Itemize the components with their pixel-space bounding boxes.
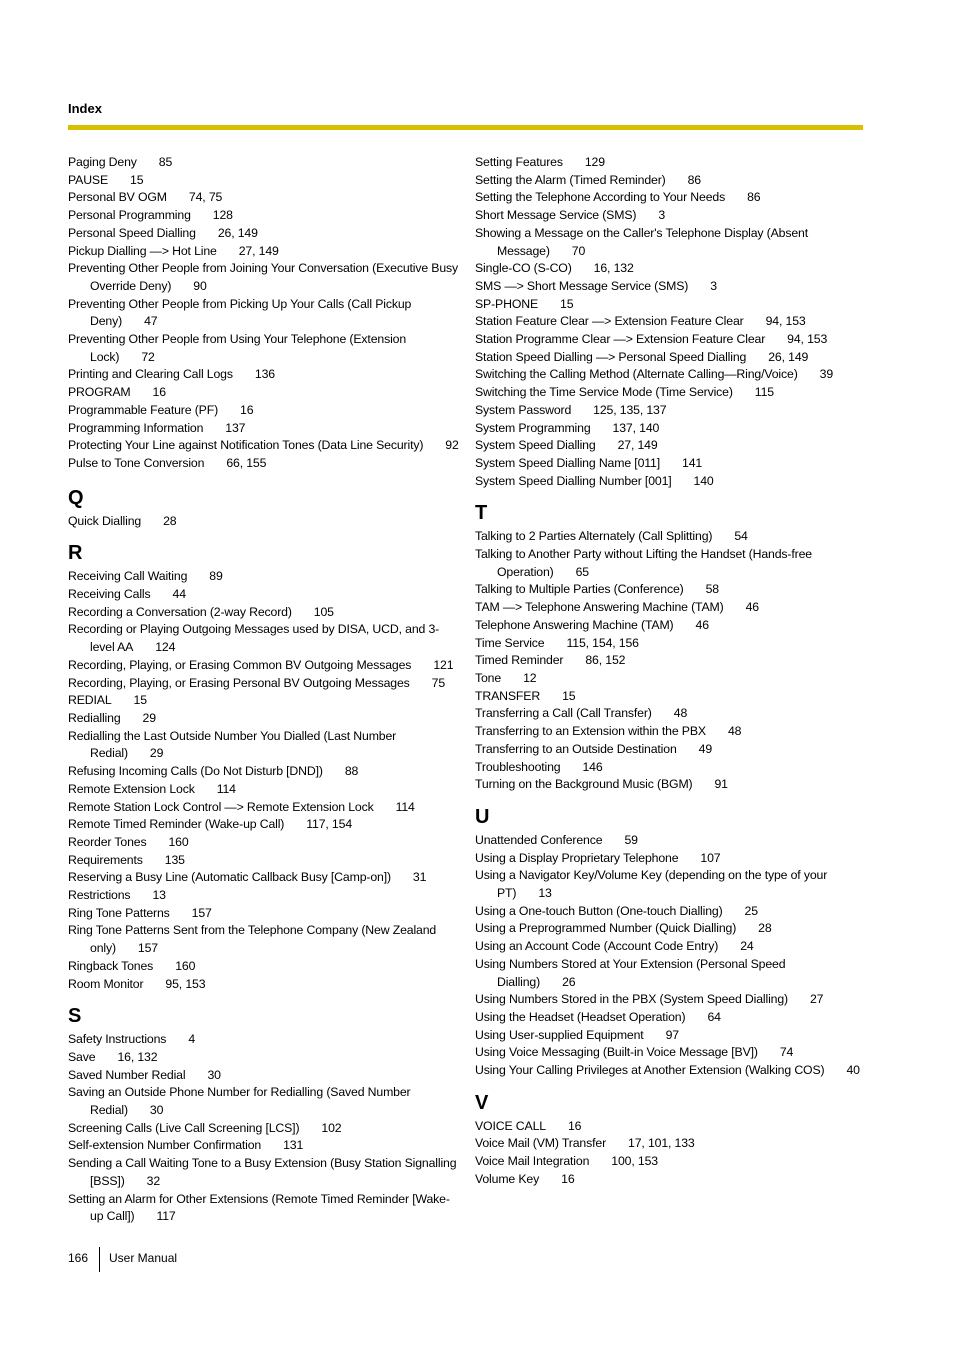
index-entry-pages: 16 [561, 1171, 575, 1186]
index-entry [475, 1135, 867, 1153]
index-entry-term: Receiving Calls [68, 587, 151, 602]
index-entry-pages: 26, 149 [768, 349, 809, 364]
index-entry-pages: 39 [819, 367, 834, 382]
index-entry-pages: 29 [149, 746, 164, 761]
index-entry-pages: 157 [191, 905, 212, 920]
index-entry [68, 207, 460, 225]
footer-divider [99, 1247, 100, 1272]
index-entry-term: Ringback Tones [68, 958, 154, 973]
index-entry-term: Switching the Time Service Mode (Time Service) [475, 385, 733, 400]
index-entry-pages: 146 [582, 759, 603, 774]
index-entry [475, 331, 867, 349]
index-entry-pages: 89 [209, 569, 223, 584]
index-entry [475, 956, 867, 991]
index-entry-term: Setting an Alarm for Other Extensions (Remote Timed Reminder [Wake-up Call]) [68, 1191, 450, 1224]
index-entry-pages: 121 [433, 657, 454, 672]
index-entry-pages: 92 [445, 438, 459, 453]
index-entry-term: Switching the Calling Method (Alternate Calling—Ring/Voice) [475, 367, 798, 382]
index-entry-pages: 40 [846, 1063, 860, 1078]
index-entry-term: Recording or Playing Outgoing Messages used by DISA, UCD, and 3-level AA [68, 622, 440, 655]
index-entry [68, 437, 460, 455]
index-entry-pages: 27, 149 [238, 243, 279, 258]
index-entry-term: Pulse to Tone Conversion [68, 455, 205, 470]
index-entry-term: Preventing Other People from Using Your Telephone (Extension Lock) [68, 332, 407, 364]
index-entry-term: Talking to Multiple Parties (Conference) [475, 582, 684, 597]
index-entry-pages: 59 [624, 832, 638, 847]
index-entry-term: Preventing Other People from Joining Your Conversation (Executive Busy Override Deny) [68, 261, 459, 293]
index-entry-pages: 16 [567, 1118, 582, 1133]
index-entry-term: Using a Navigator Key/Volume Key (depending on the type of your PT) [475, 868, 828, 901]
index-entry-pages: 3 [658, 208, 666, 223]
index-entry-term: System Speed Dialling Name [011] [475, 455, 660, 470]
index-entry-term: Time Service [475, 635, 545, 650]
index-entry-term: Recording, Playing, or Erasing Personal BV Outgoing Messages [68, 675, 410, 690]
index-entry [68, 586, 460, 604]
index-entry-pages: 13 [538, 886, 552, 901]
index-entry-pages: 15 [562, 688, 576, 703]
index-entry-term: TAM —> Telephone Answering Machine (TAM) [475, 600, 724, 615]
index-entry [68, 189, 460, 207]
index-entry [68, 887, 460, 905]
index-entry-pages: 94, 153 [765, 314, 806, 329]
index-entry [68, 852, 460, 870]
index-entry [475, 938, 867, 956]
index-entry-pages: 86 [687, 172, 701, 187]
index-entry-term: Timed Reminder [475, 653, 564, 668]
index-entry [475, 437, 867, 455]
index-entry [68, 296, 460, 331]
index-entry-term: Station Programme Clear —> Extension Feature Clear [475, 332, 766, 347]
index-entry-term: Saving an Outside Phone Number for Redialling (Saved Number Redial) [68, 1085, 411, 1118]
index-entry-pages: 27 [809, 992, 824, 1007]
index-column-left [68, 154, 460, 1226]
index-entry-term: Talking to 2 Parties Alternately (Call Splitting) [475, 529, 713, 544]
index-letter-heading-q: Q [68, 486, 84, 509]
index-entry [68, 1084, 460, 1119]
index-entry-pages: 105 [313, 604, 334, 619]
index-entry-term: Unattended Conference [475, 832, 603, 847]
index-entry [475, 225, 867, 260]
index-entry-pages: 137 [225, 420, 246, 435]
index-entry [68, 568, 460, 586]
index-entry [68, 816, 460, 834]
index-entry-term: System Programming [475, 420, 591, 435]
index-entry [68, 402, 460, 420]
index-entry-term: Setting the Telephone According to Your Needs [475, 190, 726, 205]
index-entry-term: Protecting Your Line against Notification Tones (Data Line Security) [68, 438, 424, 453]
index-entry-pages: 4 [188, 1032, 196, 1047]
index-entry-term: Using Numbers Stored in the PBX (System Speed Dialling) [475, 992, 788, 1007]
index-entry [475, 705, 867, 723]
index-entry-pages: 95, 153 [165, 976, 206, 991]
index-entry-term: SMS —> Short Message Service (SMS) [475, 278, 689, 293]
index-entry-pages: 16, 132 [593, 261, 634, 276]
index-entry-term: Printing and Clearing Call Logs [68, 367, 233, 382]
index-entry [68, 1067, 460, 1085]
index-entry-term: Reserving a Busy Line (Automatic Callback Busy [Camp-on]) [68, 870, 391, 885]
index-entry-term: VOICE CALL [475, 1118, 546, 1133]
index-entry-term: Station Speed Dialling —> Personal Speed Dialling [475, 349, 747, 364]
index-entry-term: Talking to Another Party without Lifting the Handset (Hands-free Operation) [475, 547, 812, 579]
index-entry-term: Volume Key [475, 1171, 540, 1186]
index-entry [475, 296, 867, 314]
index-entry [475, 1062, 867, 1080]
index-entry [475, 384, 867, 402]
index-entry [475, 776, 867, 794]
index-entry [68, 1120, 460, 1138]
index-entry [68, 260, 460, 295]
index-entry [475, 278, 867, 296]
index-entry-pages: 97 [665, 1027, 679, 1042]
footer-title: User Manual [109, 1251, 178, 1265]
index-entry-pages: 12 [523, 670, 537, 685]
index-entry-term: Station Feature Clear —> Extension Feature Clear [475, 314, 744, 329]
index-entry-pages: 157 [137, 941, 158, 956]
index-entry [68, 1137, 460, 1155]
footer-page-number: 166 [68, 1251, 89, 1265]
index-entry-pages: 88 [344, 764, 359, 779]
index-entry [475, 652, 867, 670]
index-entry-pages: 48 [673, 706, 688, 721]
index-entry-term: Using an Account Code (Account Code Entry) [475, 939, 719, 954]
index-entry-pages: 3 [710, 278, 717, 293]
index-entry-pages: 74 [779, 1045, 794, 1060]
index-entry-pages: 46 [695, 617, 709, 632]
index-entry-pages: 30 [207, 1067, 221, 1082]
index-entry-pages: 16, 132 [117, 1049, 158, 1064]
index-entry [68, 710, 460, 728]
index-entry-term: Personal Programming [68, 208, 191, 223]
index-entry-pages: 49 [698, 741, 713, 756]
index-entry-pages: 141 [682, 455, 703, 470]
index-entry-term: Save [68, 1049, 96, 1064]
index-entry-term: Recording, Playing, or Erasing Common BV Outgoing Messages [68, 657, 412, 672]
index-entry-pages: 102 [321, 1120, 342, 1135]
index-entry [68, 513, 460, 531]
index-entry [475, 207, 867, 225]
index-entry [68, 799, 460, 817]
index-entry-pages: 15 [133, 693, 147, 708]
index-entry [475, 546, 867, 581]
index-entry-pages: 136 [254, 367, 275, 382]
index-entry-term: TRANSFER [475, 688, 541, 703]
index-entry-pages: 135 [164, 852, 185, 867]
header-rule [68, 125, 863, 130]
index-entry [68, 976, 460, 994]
index-entry-term: Setting Features [475, 155, 563, 169]
index-entry [475, 991, 867, 1009]
index-entry-term: System Password [475, 402, 572, 417]
index-entry-term: REDIAL [68, 693, 112, 708]
index-entry-pages: 30 [149, 1103, 164, 1118]
index-entry-pages: 31 [412, 870, 427, 885]
index-entry-term: Remote Station Lock Control —> Remote Extension Lock [68, 799, 374, 814]
index-entry [475, 154, 867, 172]
index-entry-pages: 100, 153 [611, 1154, 658, 1169]
index-entry-term: Saved Number Redial [68, 1067, 186, 1082]
index-entry-pages: 129 [584, 155, 605, 169]
index-entry-pages: 137, 140 [612, 420, 660, 435]
index-entry-pages: 16 [152, 385, 166, 400]
index-entry-pages: 13 [152, 888, 166, 903]
index-entry [68, 1049, 460, 1067]
index-entry-term: Single-CO (S-CO) [475, 261, 572, 276]
index-entry-term: Self-extension Number Confirmation [68, 1138, 262, 1153]
index-entry-pages: 15 [130, 172, 144, 187]
index-entry-pages: 66, 155 [226, 455, 267, 470]
index-entry-pages: 29 [142, 710, 156, 725]
index-entry-term: Programmable Feature (PF) [68, 402, 219, 417]
index-entry-pages: 160 [175, 958, 196, 973]
index-entry-term: Setting the Alarm (Timed Reminder) [475, 172, 666, 187]
index-entry-term: Voice Mail (VM) Transfer [475, 1136, 607, 1151]
index-entry-term: Room Monitor [68, 976, 144, 991]
index-entry-pages: 114 [395, 799, 415, 814]
index-entry [68, 331, 460, 366]
index-entry [68, 604, 460, 622]
index-entry-term: Personal Speed Dialling [68, 225, 196, 240]
index-letter-heading-s: S [68, 1005, 82, 1028]
index-entry-pages: 64 [707, 1009, 721, 1024]
index-entry-term: Using a One-touch Button (One-touch Dialling) [475, 903, 723, 918]
index-entry-term: Paging Deny [68, 155, 137, 169]
index-entry [475, 1009, 867, 1027]
index-entry-pages: 125, 135, 137 [593, 402, 667, 417]
index-entry [68, 225, 460, 243]
index-entry [475, 1027, 867, 1045]
index-entry-pages: 117, 154 [306, 817, 353, 832]
page-header-title: Index [68, 101, 102, 116]
index-entry-term: Troubleshooting [475, 759, 561, 774]
index-entry-term: Personal BV OGM [68, 190, 167, 205]
index-entry [68, 834, 460, 852]
index-entry [475, 172, 867, 190]
index-entry [68, 243, 460, 261]
index-entry [475, 1153, 867, 1171]
index-entry [475, 455, 867, 473]
index-entry-pages: 44 [172, 587, 186, 602]
index-entry [68, 728, 460, 763]
index-entry-pages: 27, 149 [617, 438, 658, 453]
index-entry [475, 402, 867, 420]
index-entry-term: Using a Preprogrammed Number (Quick Dialling) [475, 921, 737, 936]
index-entry [475, 528, 867, 546]
index-letter-heading-v: V [475, 1091, 489, 1114]
index-entry-term: Transferring a Call (Call Transfer) [475, 706, 652, 721]
index-entry-pages: 26 [562, 974, 576, 989]
index-entry [475, 670, 867, 688]
index-entry [68, 455, 460, 473]
index-entry-pages: 86 [747, 190, 761, 205]
index-entry-term: Using the Headset (Headset Operation) [475, 1009, 686, 1024]
index-entry-pages: 117 [156, 1209, 176, 1224]
index-entry-pages: 90 [193, 278, 207, 293]
index-entry [475, 473, 867, 491]
index-entry [475, 832, 867, 850]
index-entry-term: Requirements [68, 852, 143, 867]
index-entry [475, 313, 867, 331]
index-entry [475, 688, 867, 706]
index-entry-pages: 131 [283, 1138, 304, 1153]
index-entry [68, 172, 460, 190]
index-entry-term: Ring Tone Patterns [68, 905, 170, 920]
index-entry [475, 1118, 867, 1136]
index-entry-term: Voice Mail Integration [475, 1154, 590, 1169]
index-entry-term: Remote Timed Reminder (Wake-up Call) [68, 817, 285, 832]
index-entry-term: Using User-supplied Equipment [475, 1027, 644, 1042]
index-entry-pages: 75 [431, 675, 446, 690]
index-entry-term: Redialling the Last Outside Number You Dialled (Last Number Redial) [68, 728, 397, 761]
index-column-right [475, 154, 867, 1189]
index-entry [68, 657, 460, 675]
index-entry [475, 599, 867, 617]
index-entry [68, 763, 460, 781]
index-entry-term: Safety Instructions [68, 1032, 167, 1047]
index-entry [475, 260, 867, 278]
index-entry-pages: 17, 101, 133 [628, 1136, 695, 1151]
index-entry-term: System Speed Dialling [475, 438, 596, 453]
index-entry [68, 621, 460, 656]
index-entry-term: Using Your Calling Privileges at Another Extension (Walking COS) [475, 1063, 825, 1078]
index-entry-pages: 107 [700, 850, 721, 865]
index-entry-term: Receiving Call Waiting [68, 569, 188, 584]
index-entry-term: Preventing Other People from Picking Up Your Calls (Call Pickup Deny) [68, 296, 412, 329]
index-entry-pages: 28 [163, 513, 177, 528]
index-entry-term: Quick Dialling [68, 513, 142, 528]
index-entry-pages: 47 [144, 314, 158, 329]
index-entry-term: Transferring to an Extension within the PBX [475, 724, 706, 739]
index-entry-term: Turning on the Background Music (BGM) [475, 777, 693, 792]
index-entry-term: Refusing Incoming Calls (Do Not Disturb [DND]) [68, 764, 323, 779]
index-letter-heading-u: U [475, 805, 490, 828]
index-entry [68, 922, 460, 957]
index-entry [475, 1044, 867, 1062]
index-entry-term: Redialling [68, 710, 121, 725]
index-entry-term: Programming Information [68, 420, 204, 435]
index-entry-pages: 86, 152 [585, 653, 626, 668]
index-entry [68, 366, 460, 384]
index-entry-term: PAUSE [68, 172, 109, 187]
index-entry-term: Using Numbers Stored at Your Extension (Personal Speed Dialling) [475, 956, 786, 989]
index-entry-pages: 115, 154, 156 [566, 635, 639, 650]
index-entry-term: Ring Tone Patterns Sent from the Telephone Company (New Zealand only) [68, 923, 437, 956]
index-entry [68, 1031, 460, 1049]
index-entry-term: Restrictions [68, 888, 131, 903]
index-letter-heading-t: T [475, 502, 488, 525]
index-entry-pages: 46 [745, 600, 759, 615]
index-entry-term: Pickup Dialling —> Hot Line [68, 243, 217, 258]
index-entry-term: Short Message Service (SMS) [475, 208, 637, 223]
index-entry-term: System Speed Dialling Number [001] [475, 473, 672, 488]
index-entry-pages: 26, 149 [217, 225, 258, 240]
index-entry-term: Recording a Conversation (2-way Record) [68, 604, 292, 619]
index-entry [68, 958, 460, 976]
index-entry-pages: 25 [744, 903, 758, 918]
index-entry [475, 723, 867, 741]
index-entry [475, 759, 867, 777]
index-entry-term: Using Voice Messaging (Built-in Voice Message [BV]) [475, 1045, 758, 1060]
index-entry [475, 349, 867, 367]
index-entry [475, 741, 867, 759]
index-letter-heading-r: R [68, 542, 83, 565]
index-entry-pages: 58 [705, 582, 719, 597]
index-entry [475, 1171, 867, 1189]
index-entry-term: Screening Calls (Live Call Screening [LCS]) [68, 1120, 300, 1135]
index-entry-pages: 15 [560, 296, 574, 311]
index-entry [475, 920, 867, 938]
index-entry-term: Transferring to an Outside Destination [475, 741, 677, 756]
index-entry-term: Telephone Answering Machine (TAM) [475, 617, 674, 632]
index-entry-pages: 72 [141, 349, 155, 364]
index-entry-pages: 115 [754, 385, 774, 400]
index-entry-pages: 48 [727, 724, 742, 739]
index-entry-pages: 65 [575, 564, 589, 579]
index-entry-pages: 32 [146, 1173, 161, 1188]
index-entry [475, 617, 867, 635]
index-entry [475, 420, 867, 438]
index-entry [475, 366, 867, 384]
index-entry [68, 905, 460, 923]
index-entry-pages: 16 [240, 402, 254, 417]
index-entry [68, 384, 460, 402]
index-entry [475, 903, 867, 921]
index-entry-term: Showing a Message on the Caller's Telephone Display (Absent Message) [475, 225, 809, 258]
index-entry-pages: 124 [155, 640, 176, 655]
index-entry-term: Tone [475, 670, 502, 685]
index-entry [68, 692, 460, 710]
index-entry [475, 867, 867, 902]
index-entry [475, 850, 867, 868]
index-entry-pages: 54 [734, 529, 748, 544]
index-entry-pages: 160 [168, 834, 189, 849]
index-entry-pages: 28 [758, 921, 772, 936]
index-entry-pages: 94, 153 [787, 332, 828, 347]
index-entry-term: SP-PHONE [475, 296, 539, 311]
index-entry [475, 635, 867, 653]
index-entry-pages: 114 [216, 781, 236, 796]
index-entry-pages: 70 [571, 243, 586, 258]
index-entry-pages: 74, 75 [188, 190, 223, 205]
index-entry-pages: 85 [158, 155, 173, 169]
index-entry-term: Reorder Tones [68, 834, 147, 849]
index-entry-pages: 91 [714, 777, 728, 792]
index-entry [68, 154, 460, 172]
index-entry-term: PROGRAM [68, 385, 131, 400]
index-entry-term: Sending a Call Waiting Tone to a Busy Extension (Busy Station Signalling [BSS]) [68, 1156, 457, 1188]
index-entry [68, 869, 460, 887]
index-entry-pages: 128 [212, 208, 233, 223]
index-entry-pages: 140 [693, 473, 714, 488]
index-entry [68, 675, 460, 693]
index-entry-pages: 24 [740, 939, 754, 954]
index-entry [475, 581, 867, 599]
index-entry [68, 1155, 460, 1190]
index-entry-term: Using a Display Proprietary Telephone [475, 850, 679, 865]
index-entry [475, 189, 867, 207]
index-entry [68, 420, 460, 438]
index-entry [68, 781, 460, 799]
index-entry [68, 1191, 460, 1226]
index-entry-term: Remote Extension Lock [68, 781, 195, 796]
